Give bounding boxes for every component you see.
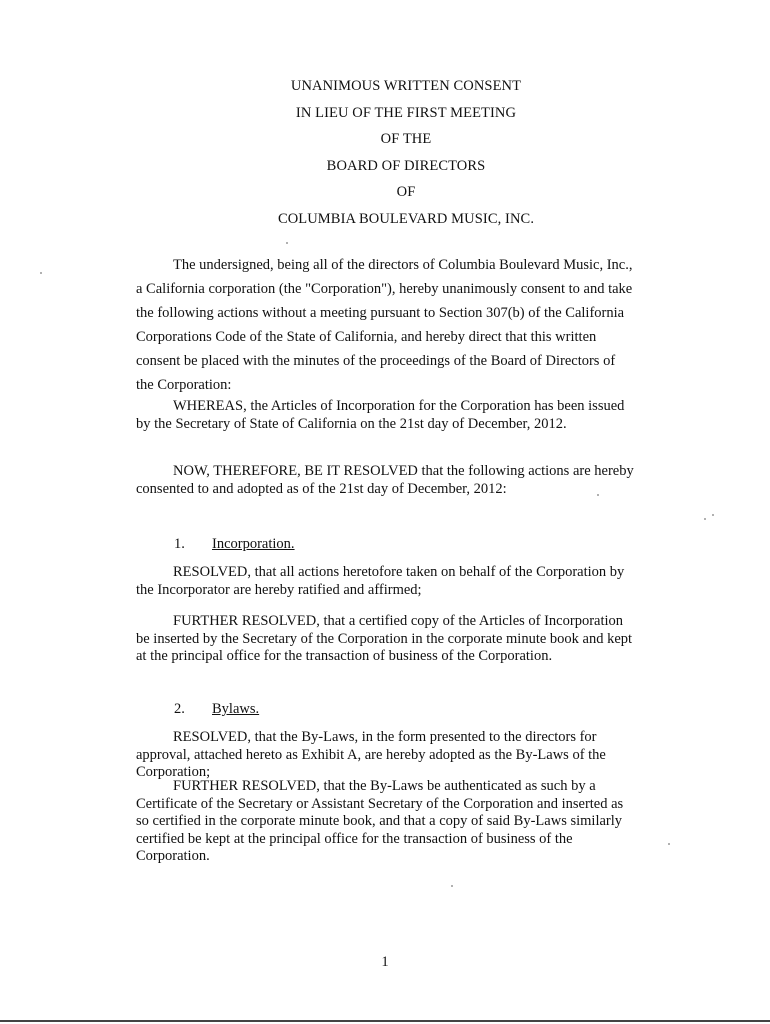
title-line: OF bbox=[396, 184, 416, 200]
page-number: 1 bbox=[381, 954, 389, 970]
document-title bbox=[0, 73, 770, 232]
section-number: 1. bbox=[174, 536, 185, 552]
scan-speck bbox=[712, 514, 714, 516]
whereas-paragraph: WHEREAS, the Articles of Incorporation for the Corporation has been issued by the Secretary of State of California on the 21st day of December, 2012. bbox=[136, 398, 625, 432]
intro-paragraph: The undersigned, being all of the directors of Columbia Boulevard Music, Inc., a California corporation (the "Corporation"), hereby unanimously consent to and take the following actions without a meeting pursuant to Section 307(b) of the California Corporations Code of the State of California, and hereby direct that this written consent be placed with the minutes of the proceedings of the Board of Directors of the Corporation: bbox=[136, 257, 633, 393]
section-title: Incorporation. bbox=[212, 536, 295, 552]
scan-speck bbox=[668, 843, 670, 845]
section-number: 2. bbox=[174, 701, 185, 717]
scan-speck bbox=[597, 494, 599, 496]
resolution-paragraph: NOW, THEREFORE, BE IT RESOLVED that the following actions are hereby consented to and adopted as of the 21st day of December, 2012: bbox=[136, 463, 634, 497]
section-paragraph: FURTHER RESOLVED, that a certified copy of the Articles of Incorporation be inserted by the Secretary of the Corporation in the corporate minute book and kept at the principal office for the transaction of business of the Corporation. bbox=[136, 613, 633, 664]
title-line: UNANIMOUS WRITTEN CONSENT bbox=[290, 78, 522, 94]
scan-speck bbox=[704, 518, 706, 520]
section-title: Bylaws. bbox=[212, 701, 260, 717]
scan-speck bbox=[286, 242, 288, 244]
section-paragraph: RESOLVED, that the By-Laws, in the form presented to the directors for approval, attached hereto as Exhibit A, are hereby adopted as the By-Laws of the Corporation; bbox=[136, 729, 606, 780]
page-bottom-edge bbox=[0, 1020, 770, 1022]
title-line: OF THE bbox=[380, 131, 432, 147]
title-line: IN LIEU OF THE FIRST MEETING bbox=[295, 104, 517, 121]
scan-speck bbox=[451, 885, 453, 887]
section-paragraph: FURTHER RESOLVED, that the By-Laws be authenticated as such by a Certificate of the Secretary or Assistant Secretary of the Corporation and inserted as so certified in the corporate minute book, and that a copy of said By-Laws similarly certified be kept at the principal office for the transaction of business of the Corporation. bbox=[136, 778, 624, 864]
section-paragraph: RESOLVED, that all actions heretofore taken on behalf of the Corporation by the Incorporator are hereby ratified and affirmed; bbox=[136, 564, 625, 598]
title-line: COLUMBIA BOULEVARD MUSIC, INC. bbox=[277, 210, 535, 227]
section-heading-bylaws bbox=[174, 700, 259, 718]
title-line: BOARD OF DIRECTORS bbox=[326, 157, 486, 174]
section-heading-incorporation bbox=[174, 535, 295, 553]
scan-speck bbox=[40, 272, 42, 274]
